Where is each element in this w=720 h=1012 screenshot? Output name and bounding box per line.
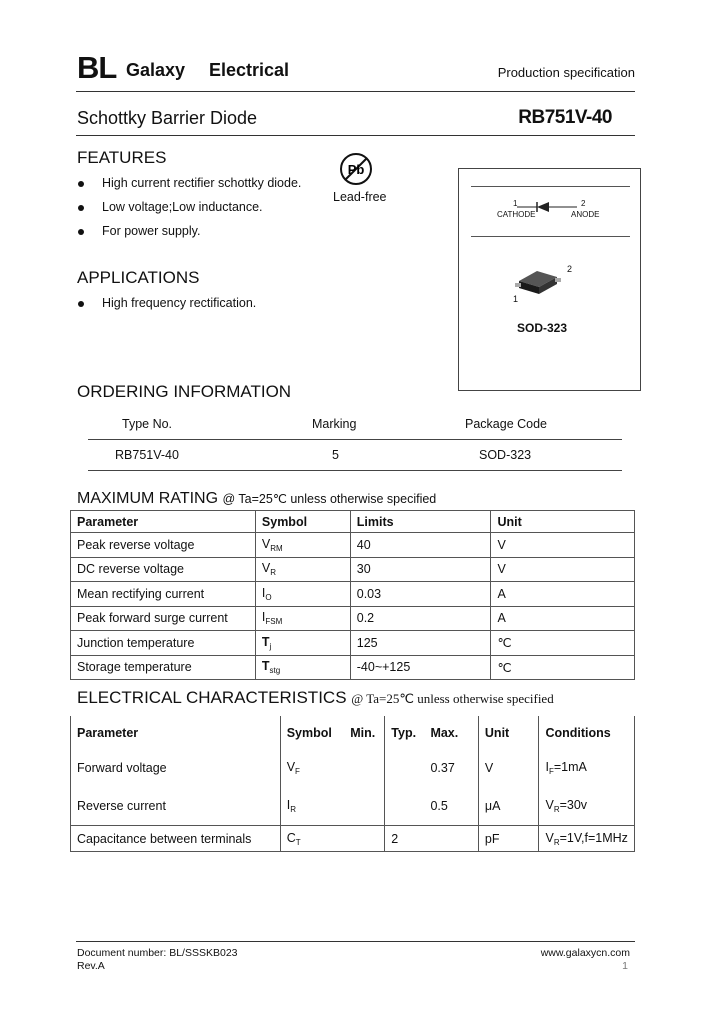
cathode-label: CATHODE — [497, 210, 536, 219]
header-unit: Unit — [491, 511, 635, 533]
header-divider — [76, 91, 635, 92]
ordering-header-type: Type No. — [122, 417, 173, 431]
doc-number: Document number: BL/SSSKB023 — [77, 947, 238, 959]
table-header-row — [71, 716, 635, 749]
ordering-marking: 5 — [332, 448, 339, 462]
header-symbol: Symbol — [280, 716, 344, 749]
max-rating-table — [70, 510, 635, 680]
page-number: 1 — [622, 960, 628, 972]
header-max: Max. — [424, 716, 478, 749]
ordering-header-marking: Marking — [312, 417, 357, 431]
header-limits: Limits — [350, 511, 491, 533]
table-row: Peak reverse voltage $V_{RM}$ 40 V — [71, 533, 635, 558]
lead-free-icon — [339, 152, 373, 186]
ordering-header-package: Package Code — [465, 417, 548, 431]
table-row: Peak forward surge current $I_{FSM}$ 0.2 A — [71, 606, 635, 631]
table-row: Forward voltage $V_F$ 0.37 V $I_F=1mA$ — [71, 749, 635, 787]
ordering-divider — [88, 439, 622, 440]
lead-free-label: Lead-free — [333, 190, 387, 204]
pin2-label: 2 — [581, 199, 586, 208]
ordering-type: RB751V-40 — [115, 448, 179, 462]
table-row: Storage temperature $T_{stg}$ -40~+125 ℃ — [71, 655, 635, 680]
package-diagram — [458, 168, 641, 391]
part-number: RB751V-40 — [518, 107, 612, 128]
title-divider — [76, 135, 635, 136]
spec-type: Production specification — [497, 65, 635, 80]
header-parameter: Parameter — [71, 716, 281, 749]
electrical-table — [70, 716, 635, 852]
electrical-condition: @ Ta=25℃ unless otherwise specified — [351, 691, 554, 706]
header-symbol: Symbol — [255, 511, 350, 533]
bullet-icon — [78, 229, 84, 235]
features-title: FEATURES — [77, 148, 167, 167]
ordering-title: ORDERING INFORMATION — [77, 382, 292, 401]
pb-symbol: Pb — [347, 162, 365, 177]
pkg-pin2-label: 2 — [567, 264, 573, 274]
bullet-icon — [78, 181, 84, 187]
sod323-package-icon — [513, 263, 573, 301]
logo-bl: BL — [77, 50, 117, 85]
diagram-divider — [471, 186, 630, 187]
bullet-icon — [78, 205, 84, 211]
header-min: Min. — [344, 716, 385, 749]
table-row: Junction temperature $T_j$ 125 ℃ — [71, 631, 635, 656]
logo-electrical: Electrical — [209, 60, 290, 80]
table-row: Reverse current $I_R$ 0.5 μA $V_R=30v$ — [71, 787, 635, 826]
table-row: Capacitance between terminals $C_T$ 2 pF $V_R=1V,f=1MHz$ — [71, 826, 635, 852]
bullet-icon — [78, 301, 84, 307]
diagram-divider — [471, 236, 630, 237]
ordering-package: SOD-323 — [479, 448, 532, 462]
header-typ: Typ. — [385, 716, 425, 749]
anode-label: ANODE — [571, 210, 600, 219]
max-rating-title: MAXIMUM RATING @ Ta=25℃ unless otherwise specified — [77, 490, 437, 507]
package-name: SOD-323 — [517, 321, 568, 335]
applications-title: APPLICATIONS — [77, 268, 200, 287]
doc-title: Schottky Barrier Diode — [77, 108, 258, 128]
table-header-row — [71, 511, 635, 533]
pkg-pin1-label: 1 — [513, 294, 519, 304]
pin1-label: 1 — [513, 199, 518, 208]
logo-galaxy: Galaxy — [126, 60, 186, 80]
header-conditions: Conditions — [539, 716, 635, 749]
table-row: DC reverse voltage $V_R$ 30 V — [71, 557, 635, 582]
header-parameter: Parameter — [71, 511, 256, 533]
website-link[interactable]: www.galaxycn.com — [540, 947, 630, 959]
revision: Rev.A — [77, 960, 105, 972]
ordering-divider — [88, 470, 622, 471]
footer-divider — [76, 941, 635, 942]
table-row: Mean rectifying current $I_O$ 0.03 A — [71, 582, 635, 607]
electrical-title: ELECTRICAL CHARACTERISTICS @ Ta=25℃ unless otherwise specified — [77, 688, 554, 707]
header-unit: Unit — [478, 716, 539, 749]
max-rating-condition: @ Ta=25℃ unless otherwise specified — [222, 492, 437, 506]
